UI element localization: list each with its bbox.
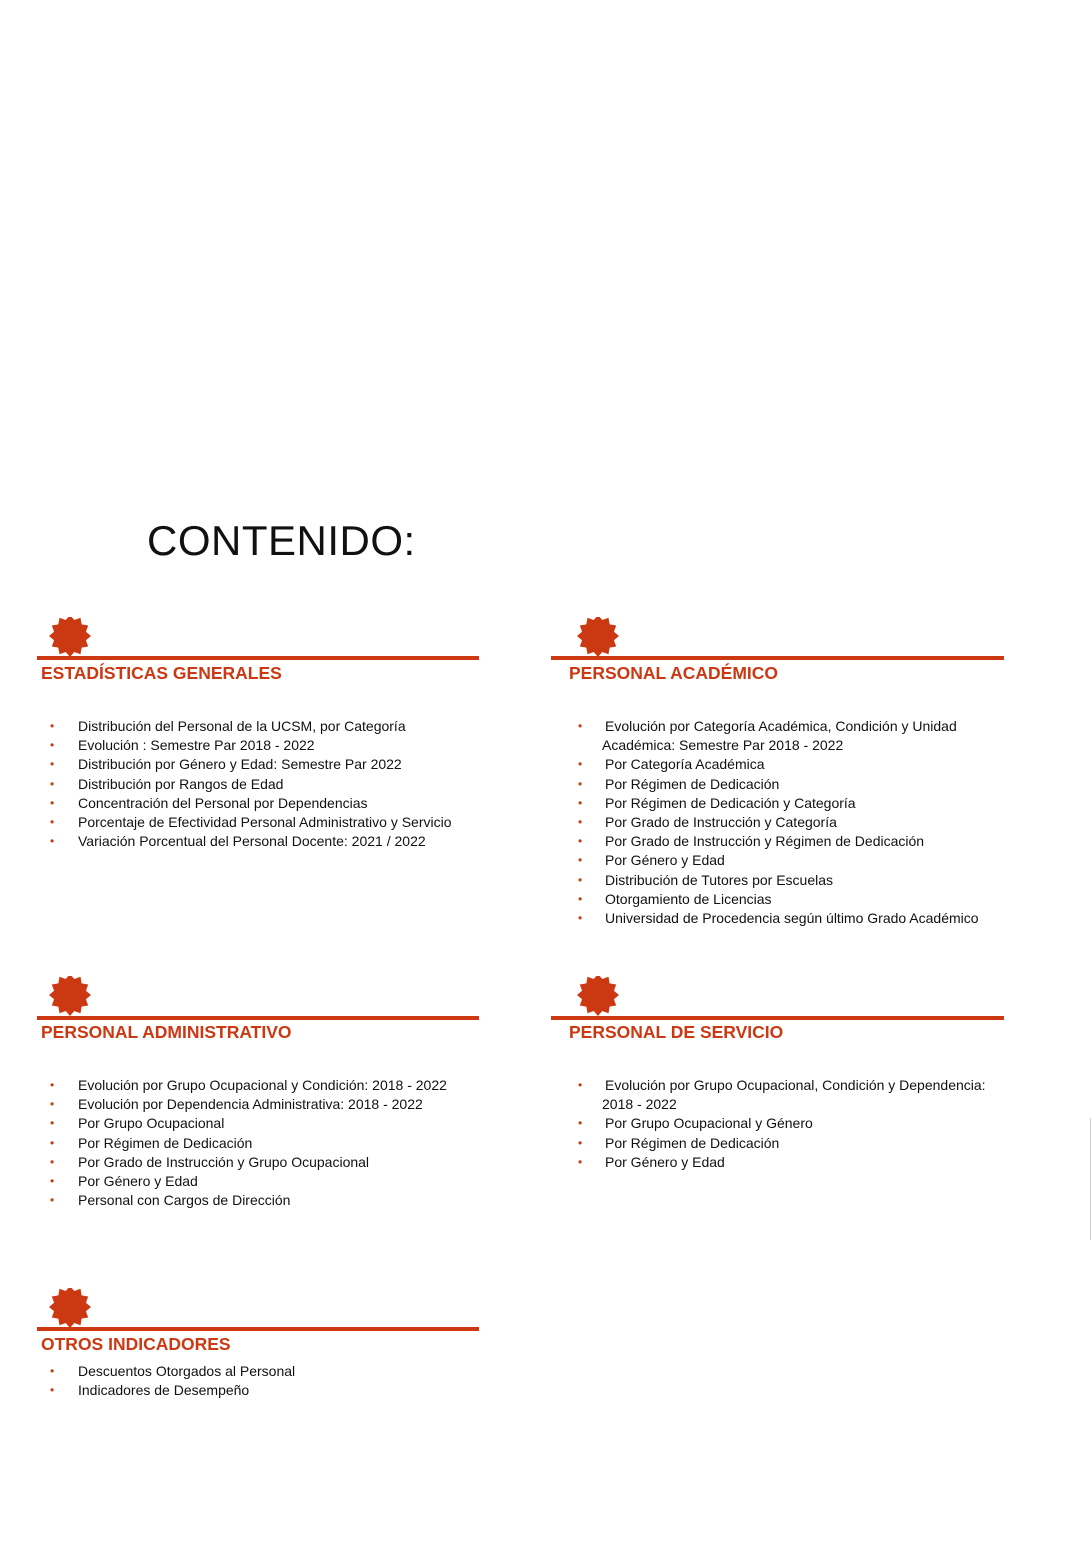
list-item — [48, 1172, 417, 1191]
list-item — [48, 1153, 417, 1172]
bullet-icon: • — [50, 795, 55, 810]
bullet-icon: • — [578, 1135, 583, 1150]
section-list-academico — [576, 717, 979, 928]
section-divider — [37, 656, 479, 660]
bullet-icon: • — [50, 834, 55, 849]
list-item-text: Por Régimen de Dedicación — [78, 1134, 253, 1151]
list-item — [48, 813, 452, 832]
list-item — [576, 890, 950, 909]
section-divider — [37, 1016, 479, 1020]
bullet-icon: • — [50, 815, 55, 830]
list-item — [576, 794, 950, 813]
list-item-text: Concentración del Personal por Dependencias — [78, 794, 368, 811]
list-item-text: 2018 - 2022 — [602, 1096, 677, 1113]
list-item — [576, 717, 957, 736]
list-item — [576, 813, 950, 832]
list-item-text: Porcentaje de Efectividad Personal Administrativo y Servicio — [78, 814, 452, 831]
section-title-administrativo: PERSONAL ADMINISTRATIVO — [41, 1022, 292, 1042]
list-item — [576, 1076, 986, 1095]
section-list-servicio — [576, 1076, 986, 1172]
bullet-icon: • — [50, 1135, 55, 1150]
bullet-icon: • — [578, 795, 583, 810]
list-item-text: Descuentos Otorgados al Personal — [78, 1363, 296, 1379]
list-item — [48, 1114, 417, 1133]
list-item-text: Por Género y Edad — [78, 1173, 198, 1190]
list-item-text: Distribución por Rangos de Edad — [78, 775, 284, 792]
section-list-otros — [48, 1362, 296, 1400]
list-item — [576, 775, 950, 794]
bullet-icon: • — [50, 1078, 55, 1092]
list-item-text: Por Género y Edad — [605, 1153, 725, 1170]
page-title: CONTENIDO: — [147, 517, 416, 564]
list-item — [576, 1134, 957, 1153]
bullet-icon: • — [50, 1174, 55, 1189]
list-item — [48, 1076, 447, 1095]
list-item — [576, 1095, 957, 1114]
list-item — [576, 755, 950, 774]
bullet-icon: • — [50, 1116, 55, 1131]
list-item-text: Por Categoría Académica — [605, 756, 765, 773]
list-item — [48, 717, 422, 736]
list-item — [48, 1191, 417, 1210]
list-item-text: Variación Porcentual del Personal Docente: 2021 / 2022 — [78, 833, 426, 850]
list-item-text: Por Régimen de Dedicación — [605, 775, 780, 792]
list-item-text: Por Grado de Instrucción y Categoría — [605, 814, 837, 831]
list-item-text: Distribución de Tutores por Escuelas — [605, 871, 833, 888]
section-title-generales: ESTADÍSTICAS GENERALES — [41, 663, 282, 683]
starburst-badge-icon — [48, 976, 92, 1020]
list-item-text: Distribución por Género y Edad: Semestre Par 2022 — [78, 756, 402, 773]
list-item — [576, 1114, 957, 1133]
bullet-icon: • — [50, 1154, 55, 1169]
list-item — [48, 775, 422, 794]
list-item-text: Otorgamiento de Licencias — [605, 890, 772, 907]
starburst-badge-icon — [48, 617, 92, 661]
bullet-icon: • — [578, 757, 583, 772]
bullet-icon: • — [578, 776, 583, 791]
section-title-otros: OTROS INDICADORES — [41, 1334, 231, 1354]
bullet-icon: • — [578, 719, 583, 733]
list-item — [576, 909, 979, 928]
bullet-icon: • — [578, 1116, 583, 1131]
list-item-text: Académica: Semestre Par 2018 - 2022 — [602, 737, 844, 754]
list-item-text: Evolución : Semestre Par 2018 - 2022 — [78, 737, 315, 754]
list-item-text: Evolución por Dependencia Administrativa: 2018 - 2022 — [78, 1096, 423, 1113]
list-item — [576, 736, 950, 755]
list-item — [576, 1153, 957, 1172]
list-item-text: Por Grupo Ocupacional y Género — [605, 1115, 813, 1132]
list-item-text: Por Régimen de Dedicación — [605, 1134, 780, 1151]
list-item-text: Distribución del Personal de la UCSM, por Categoría — [78, 718, 406, 734]
list-item — [48, 1134, 417, 1153]
list-item — [48, 1362, 296, 1381]
bullet-icon: • — [50, 1383, 55, 1398]
bullet-icon: • — [50, 1193, 55, 1208]
list-item-text: Indicadores de Desempeño — [78, 1382, 250, 1399]
list-item — [48, 832, 426, 851]
list-item-text: Por Grado de Instrucción y Régimen de Dedicación — [605, 833, 925, 850]
list-item — [48, 794, 422, 813]
section-list-generales — [48, 717, 452, 851]
list-item — [48, 1381, 265, 1400]
list-item — [576, 832, 950, 851]
section-divider — [37, 1327, 479, 1331]
starburst-badge-icon — [576, 976, 620, 1020]
list-item-text: Evolución por Categoría Académica, Condición y Unidad — [605, 718, 957, 734]
list-item-text: Por Régimen de Dedicación y Categoría — [605, 794, 856, 811]
bullet-icon: • — [578, 834, 583, 849]
list-item — [576, 871, 950, 890]
starburst-badge-icon — [48, 1288, 92, 1332]
bullet-icon: • — [50, 757, 55, 772]
list-item-text: Personal con Cargos de Dirección — [78, 1192, 291, 1209]
bullet-icon: • — [50, 719, 55, 733]
section-title-servicio: PERSONAL DE SERVICIO — [569, 1022, 784, 1042]
starburst-badge-icon — [576, 617, 620, 661]
bullet-icon: • — [578, 872, 583, 887]
bullet-icon: • — [50, 776, 55, 791]
section-divider — [551, 1016, 1004, 1020]
section-list-administrativo — [48, 1076, 447, 1210]
list-item-text: Evolución por Grupo Ocupacional y Condición: 2018 - 2022 — [78, 1077, 447, 1093]
list-item — [48, 755, 422, 774]
list-item-text: Por Género y Edad — [605, 852, 725, 869]
bullet-icon: • — [578, 911, 583, 926]
list-item-text: Por Grado de Instrucción y Grupo Ocupacional — [78, 1153, 370, 1170]
list-item-text: Universidad de Procedencia según último Grado Académico — [605, 910, 979, 927]
section-title-academico: PERSONAL ACADÉMICO — [569, 663, 779, 683]
list-item-text: Por Grupo Ocupacional — [78, 1115, 225, 1132]
bullet-icon: • — [50, 738, 55, 753]
bullet-icon: • — [578, 815, 583, 830]
bullet-icon: • — [50, 1364, 55, 1378]
list-item — [48, 1095, 423, 1114]
section-divider — [551, 656, 1004, 660]
bullet-icon: • — [578, 1154, 583, 1169]
list-item-text: Evolución por Grupo Ocupacional, Condición y Dependencia: — [605, 1077, 986, 1093]
bullet-icon: • — [50, 1097, 55, 1112]
list-item — [576, 851, 950, 870]
bullet-icon: • — [578, 1078, 583, 1092]
bullet-icon: • — [578, 891, 583, 906]
list-item — [48, 736, 422, 755]
bullet-icon: • — [578, 853, 583, 868]
